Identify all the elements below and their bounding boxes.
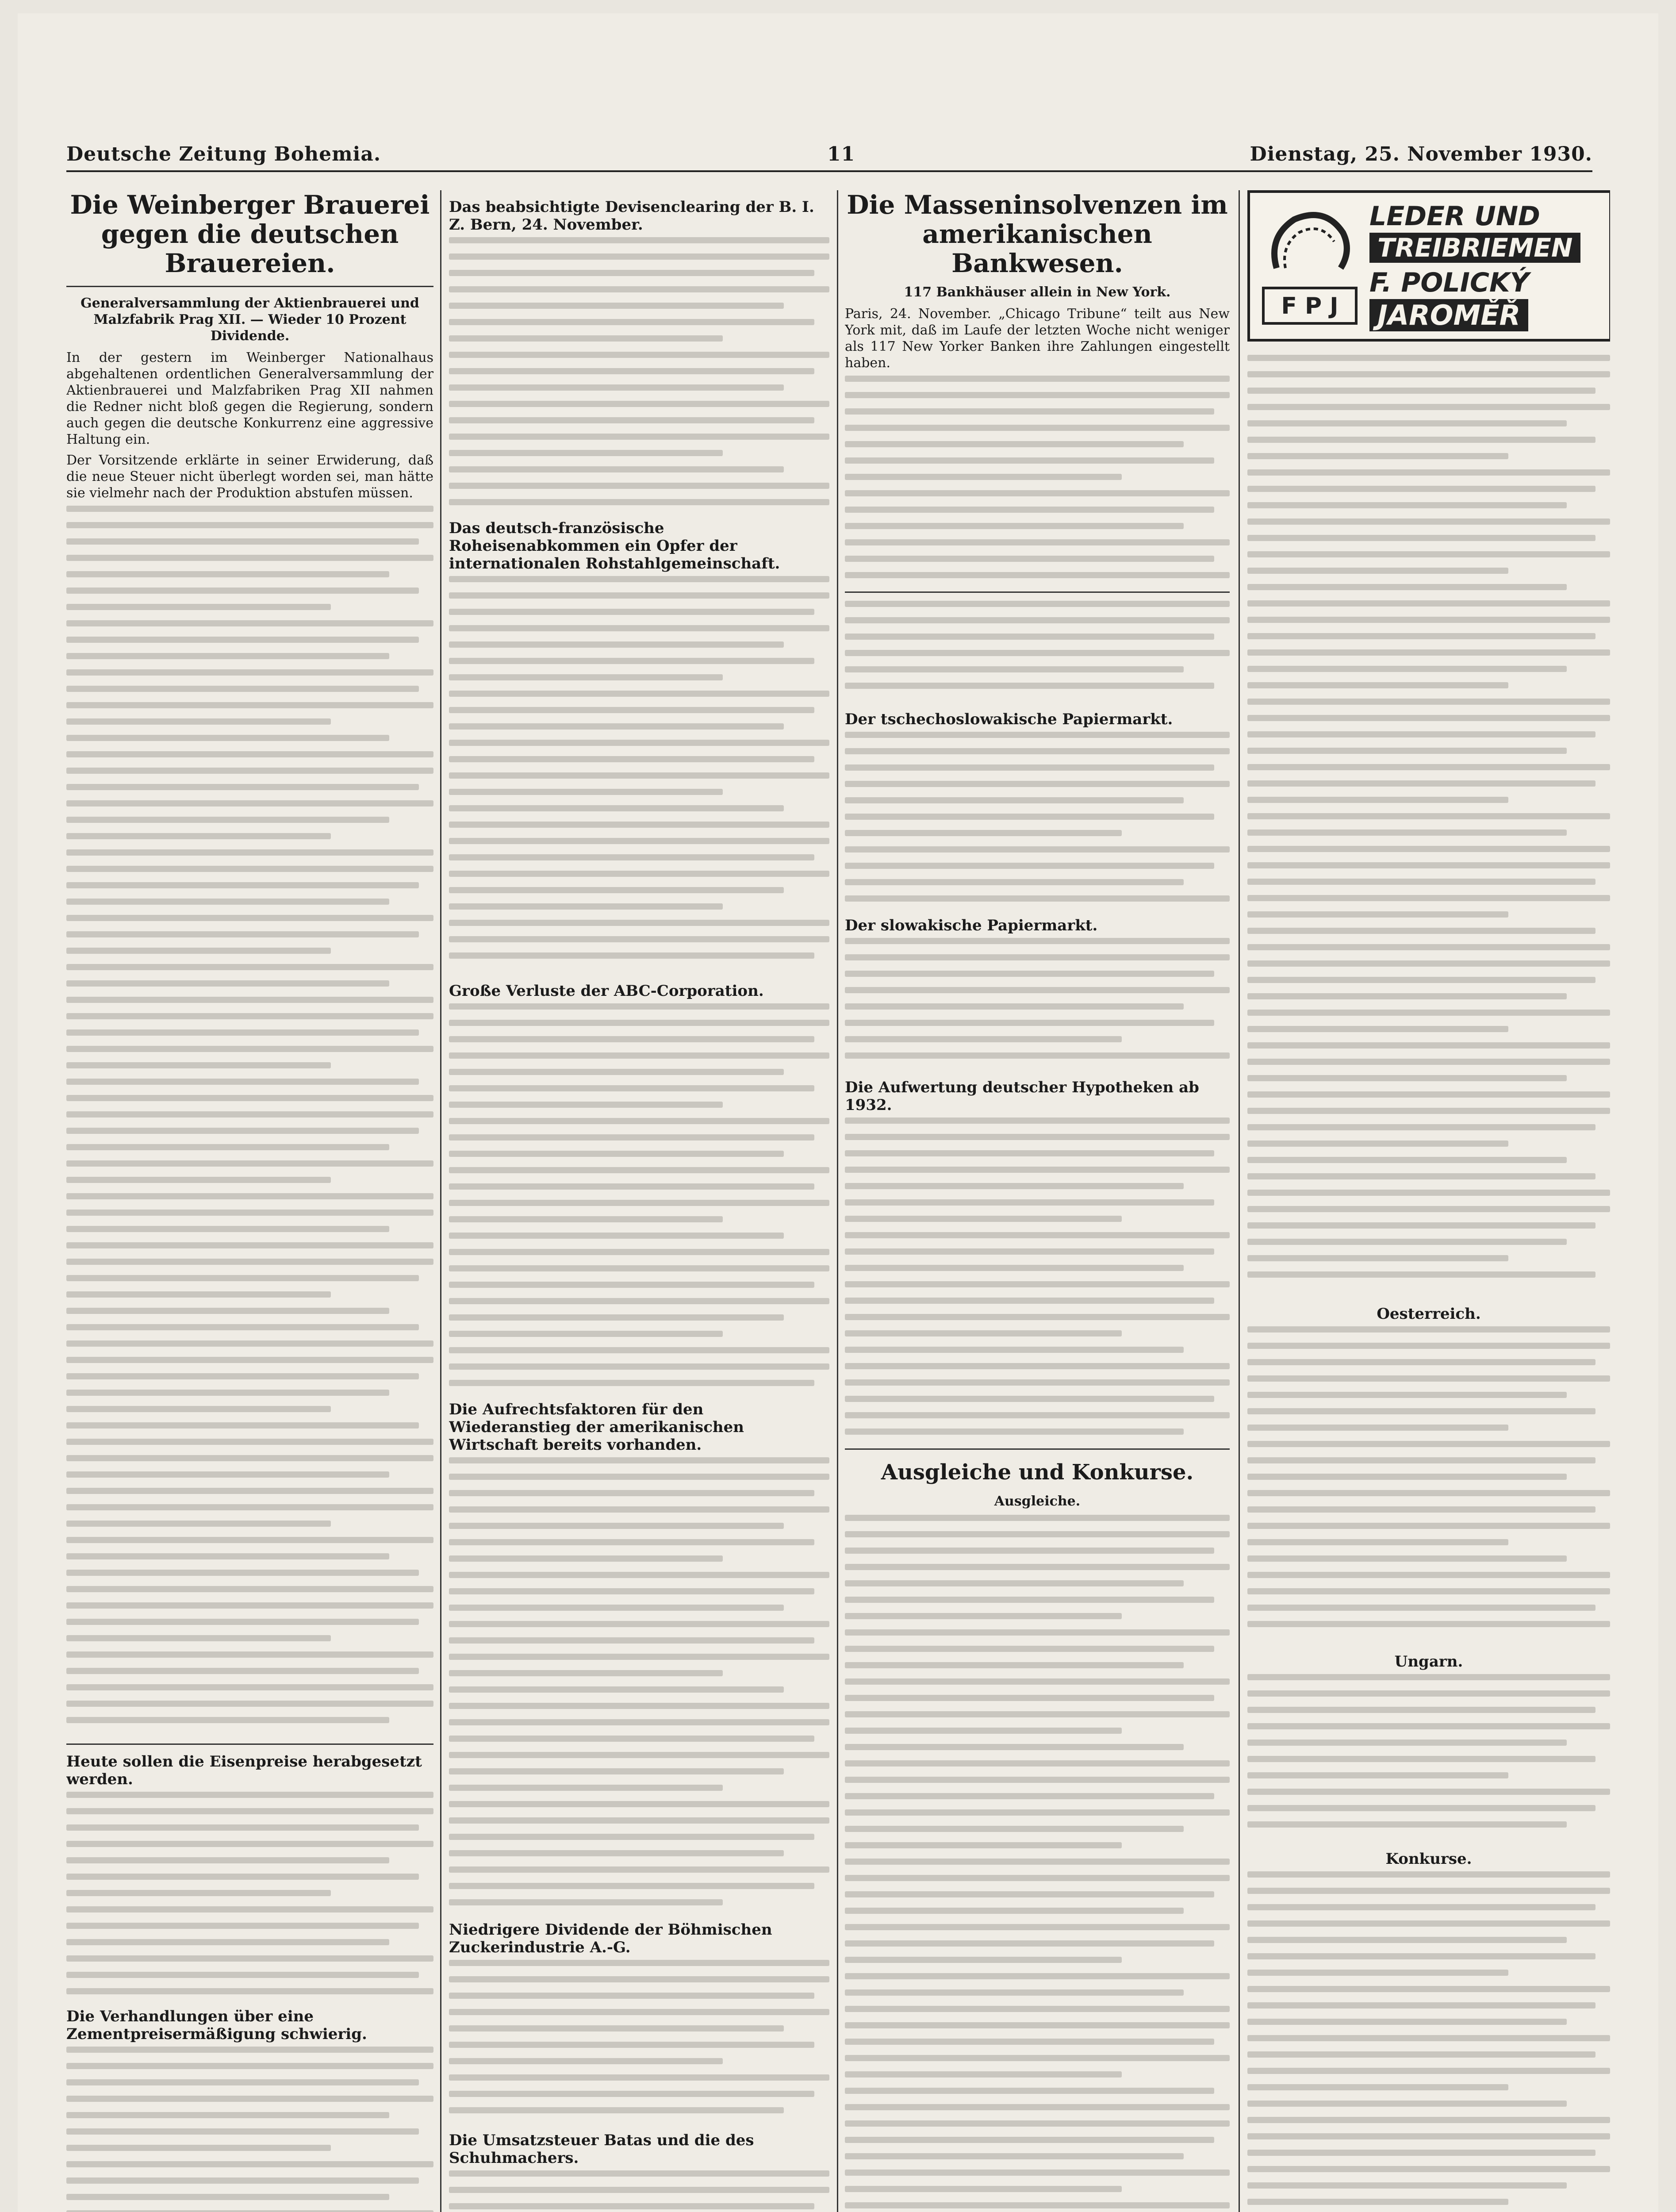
divider xyxy=(66,1743,433,1745)
news-item-text xyxy=(845,938,1230,1071)
leather-belt-advertisement: F P J LEDER UND TREIBRIEMEN F. POLICKÝ JAROMĚŘ xyxy=(1247,190,1610,342)
news-item-title: Die Aufrechtsfaktoren für den Wiederanstieg der amerikanischen Wirtschaft bereits vorhanden. xyxy=(449,1401,744,1454)
masthead: Deutsche Zeitung Bohemia. xyxy=(66,143,381,165)
listings-text xyxy=(1247,1871,1610,2212)
section-title: Ausgleiche und Konkurse. xyxy=(881,1460,1194,1485)
news-item-title: Große Verluste der ABC-Corporation. xyxy=(449,982,764,1000)
news-item-title: Der slowakische Papiermarkt. xyxy=(845,917,1098,934)
article-subhead: Generalversammlung der Aktienbrauerei und Malzfabrik Prag XII. — Wieder 10 Prozent Dividende. xyxy=(81,296,419,344)
column-rule xyxy=(1239,190,1240,2212)
news-item-text xyxy=(449,1457,829,1913)
section-title: Konkurse. xyxy=(1385,1850,1472,1868)
news-item-title: Das deutsch-französische Roheisenabkommen ein Opfer der internationalen Rohstahlgemeinschaft. xyxy=(449,519,780,572)
news-item-text xyxy=(449,237,829,511)
news-item-text xyxy=(66,1792,433,2000)
issue-date: Dienstag, 25. November 1930. xyxy=(1250,143,1592,165)
article-lead: In der gestern im Weinberger Nationalhaus abgehaltenen ordentlichen Generalversammlung der Aktienbrauerei und Malzfabriken Prag XII nahmen die Redner nicht bloß gegen die Regierung, sondern auch gegen die deutsche Konkurrenz eine aggressive Haltung ein. xyxy=(66,350,433,447)
news-item-text xyxy=(66,2047,433,2212)
page-header xyxy=(66,139,1592,172)
news-item-title: Der tschechoslowakische Papiermarkt. xyxy=(845,710,1173,728)
newspaper-page xyxy=(18,13,1658,2212)
article-lead: Paris, 24. November. „Chicago Tribune“ teilt aus New York mit, daß im Laufe der letzten Woche nicht weniger als 117 New Yorker Banken ihre Zahlungen eingestellt haben. xyxy=(845,306,1230,371)
news-item-title: Die Aufwertung deutscher Hypotheken ab 1932. xyxy=(845,1079,1199,1114)
news-item-title: Heute sollen die Eisenpreise herabgesetzt werden. xyxy=(66,1753,422,1788)
news-item-text xyxy=(449,1960,829,2124)
article-body-text xyxy=(845,601,1230,703)
article-subhead: 117 Bankhäuser allein in New York. xyxy=(904,284,1171,300)
listings-text xyxy=(1247,1674,1610,1842)
divider xyxy=(845,1448,1230,1450)
news-item-title: Niedrigere Dividende der Böhmischen Zuckerindustrie A.-G. xyxy=(449,1921,772,1956)
article-headline: Die Weinberger Brauerei gegen die deutschen Brauereien. xyxy=(70,190,430,278)
news-item-text xyxy=(449,2170,829,2212)
news-item-title: Die Verhandlungen über eine Zementpreisermäßigung schwierig. xyxy=(66,2008,367,2043)
article-headline: Die Masseninsolvenzen im amerikanischen Bankwesen. xyxy=(847,190,1228,278)
column-rule xyxy=(837,190,838,2212)
divider xyxy=(845,591,1230,593)
news-item-text xyxy=(449,576,829,974)
column-rule xyxy=(440,190,441,2212)
listings-text xyxy=(1247,355,1610,1297)
article-body-text xyxy=(66,506,433,1736)
section-title: Ungarn. xyxy=(1394,1653,1463,1671)
svg-text:F P J: F P J xyxy=(1281,293,1338,319)
news-item-text xyxy=(845,732,1230,909)
listings-text xyxy=(1247,1326,1610,1645)
article-body-text xyxy=(845,376,1230,584)
divider xyxy=(66,286,433,287)
column-1 xyxy=(66,190,433,2212)
column-4 xyxy=(1247,190,1610,2212)
news-item-title: Die Umsatzsteuer Batas und die des Schuhmachers. xyxy=(449,2131,754,2167)
ad-line-1: LEDER UND xyxy=(1369,201,1540,232)
section-subtitle: Ausgleiche. xyxy=(994,1494,1081,1509)
column-3 xyxy=(845,190,1230,2212)
insolvency-listings xyxy=(845,1515,1230,2212)
page-number: 11 xyxy=(827,143,855,165)
belt-logo-icon xyxy=(1259,202,1361,330)
article-paragraph: Der Vorsitzende erklärte in seiner Erwiderung, daß die neue Steuer nicht überlegt worden sei, man hätte sie vielmehr nach der Produktion abstufen müssen. xyxy=(66,453,433,501)
section-title: Oesterreich. xyxy=(1377,1305,1481,1323)
news-item-text xyxy=(845,1118,1230,1440)
news-item-text xyxy=(449,1003,829,1393)
column-2 xyxy=(449,190,829,2212)
news-item-title: Das beabsichtigte Devisenclearing der B. I. Z. Bern, 24. November. xyxy=(449,198,814,234)
ad-line-3: F. POLICKÝ xyxy=(1369,267,1529,298)
